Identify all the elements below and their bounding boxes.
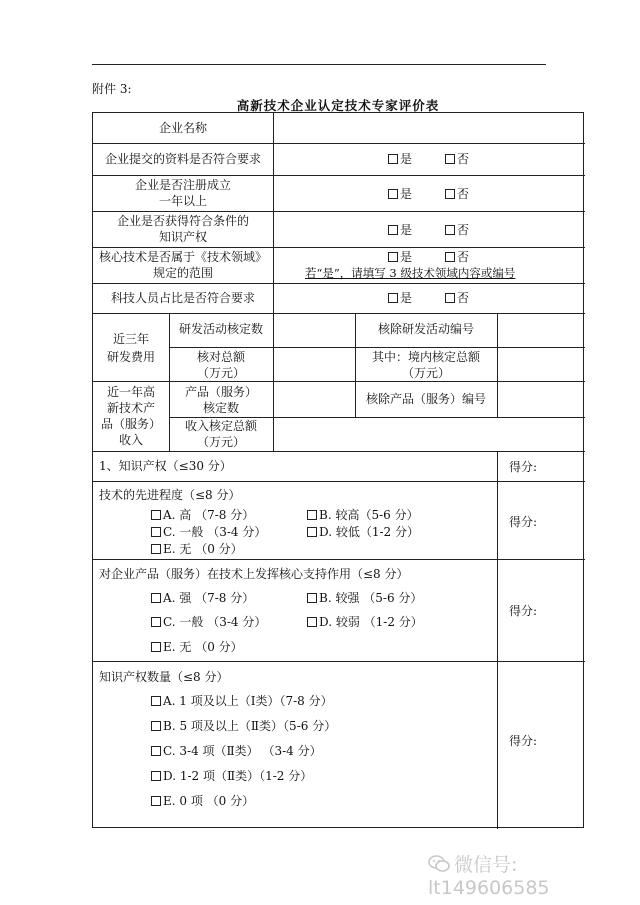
attachment-label: 附件 3: — [92, 82, 132, 96]
option-count-d[interactable]: D. 1-2 项（Ⅱ类）（1-2 分） — [151, 768, 312, 784]
option-support-d[interactable]: D. 较弱 （1-2 分） — [307, 614, 423, 630]
score-count: 得分: — [509, 734, 538, 748]
checkbox-core-yes[interactable]: 是 — [388, 249, 412, 265]
score-advanced: 得分: — [509, 515, 538, 529]
checkbox-registered-no[interactable]: 否 — [445, 186, 469, 202]
core-domain-note: 若“是”，请填写 3 级技术领域内容或编号 — [305, 266, 516, 280]
rd-domestic-label-2: （万元） — [401, 366, 450, 380]
products-income-label-1: 收入核定总额 — [184, 419, 257, 433]
score-support: 得分: — [509, 604, 538, 618]
products-approved-label-2: 核定数 — [202, 401, 239, 415]
checkbox-ip-no[interactable]: 否 — [445, 222, 469, 238]
advanced-title: 技术的先进程度（≤8 分） — [99, 488, 241, 502]
checkbox-materials-yes[interactable]: 是 — [388, 151, 412, 167]
score-ip-total: 得分: — [509, 460, 538, 474]
option-advanced-d[interactable]: D. 较低（1-2 分） — [307, 524, 419, 540]
watermark-text: 微信号: lt149606585 — [428, 854, 550, 899]
section-ip-title: 1、知识产权（≤30 分） — [99, 459, 232, 473]
checkbox-ip-yes[interactable]: 是 — [388, 222, 412, 238]
products-excluded-no-label: 核除产品（服务）编号 — [365, 392, 486, 406]
count-title: 知识产权数量（≤8 分） — [99, 670, 229, 684]
checkbox-core-no[interactable]: 否 — [445, 249, 469, 265]
header-rule — [92, 64, 546, 65]
form-title: 高新技术企业认定技术专家评价表 — [236, 98, 440, 113]
support-title: 对企业产品（服务）在技术上发挥核心支持作用（≤8 分） — [99, 567, 409, 581]
rd-domestic-label-1: 其中：境内核定总额 — [371, 350, 480, 364]
option-support-a[interactable]: A. 强 （7-8 分） — [151, 590, 254, 606]
rd-total-label-2: （万元） — [196, 366, 245, 380]
rd-label-2: 研发费用 — [106, 350, 155, 364]
option-advanced-b[interactable]: B. 较高（5-6 分） — [307, 507, 419, 523]
products-label-1: 近一年高 — [106, 385, 155, 399]
checkbox-materials-no[interactable]: 否 — [445, 151, 469, 167]
products-approved-label-1: 产品（服务） — [184, 385, 257, 399]
evaluation-table — [92, 112, 584, 828]
products-label-2: 新技术产 — [106, 401, 155, 415]
option-support-e[interactable]: E. 无 （0 分） — [151, 639, 243, 655]
label-company-name: 企业名称 — [158, 121, 207, 135]
label-registered-1: 企业是否注册成立 — [134, 178, 231, 192]
products-label-4: 收入 — [118, 433, 143, 447]
label-staff: 科技人员占比是否符合要求 — [110, 291, 255, 305]
wechat-watermark — [428, 850, 628, 899]
products-label-3: 品（服务） — [100, 417, 161, 431]
label-ip-1: 企业是否获得符合条件的 — [116, 214, 249, 228]
label-ip-2: 知识产权 — [158, 230, 207, 244]
label-registered-2: 一年以上 — [158, 194, 207, 208]
checkbox-staff-yes[interactable]: 是 — [388, 290, 412, 306]
label-core-2: 规定的范围 — [152, 266, 213, 280]
rd-total-label-1: 核对总额 — [196, 350, 245, 364]
option-advanced-e[interactable]: E. 无 （0 分） — [151, 541, 243, 557]
option-count-b[interactable]: B. 5 项及以上（Ⅱ类）（5-6 分） — [151, 718, 336, 734]
label-core-1: 核心技术是否属于《技术领域》 — [98, 250, 267, 264]
checkbox-staff-no[interactable]: 否 — [445, 290, 469, 306]
option-count-e[interactable]: E. 0 项 （0 分） — [151, 793, 254, 809]
rd-approved-count-label: 研发活动核定数 — [178, 322, 263, 336]
option-count-a[interactable]: A. 1 项及以上（Ⅰ类）（7-8 分） — [151, 693, 333, 709]
products-income-label-2: （万元） — [196, 435, 245, 449]
checkbox-registered-yes[interactable]: 是 — [388, 186, 412, 202]
wechat-icon — [428, 855, 450, 873]
option-count-c[interactable]: C. 3-4 项（Ⅱ类） （3-4 分） — [151, 743, 322, 759]
option-support-b[interactable]: B. 较强 （5-6 分） — [307, 590, 422, 606]
rd-label-1: 近三年 — [112, 332, 149, 346]
option-support-c[interactable]: C. 一般 （3-4 分） — [151, 614, 266, 630]
label-materials: 企业提交的资料是否符合要求 — [104, 152, 261, 166]
option-advanced-c[interactable]: C. 一般 （3-4 分） — [151, 524, 266, 540]
rd-excluded-no-label: 核除研发活动编号 — [377, 322, 474, 336]
option-advanced-a[interactable]: A. 高 （7-8 分） — [151, 507, 254, 523]
